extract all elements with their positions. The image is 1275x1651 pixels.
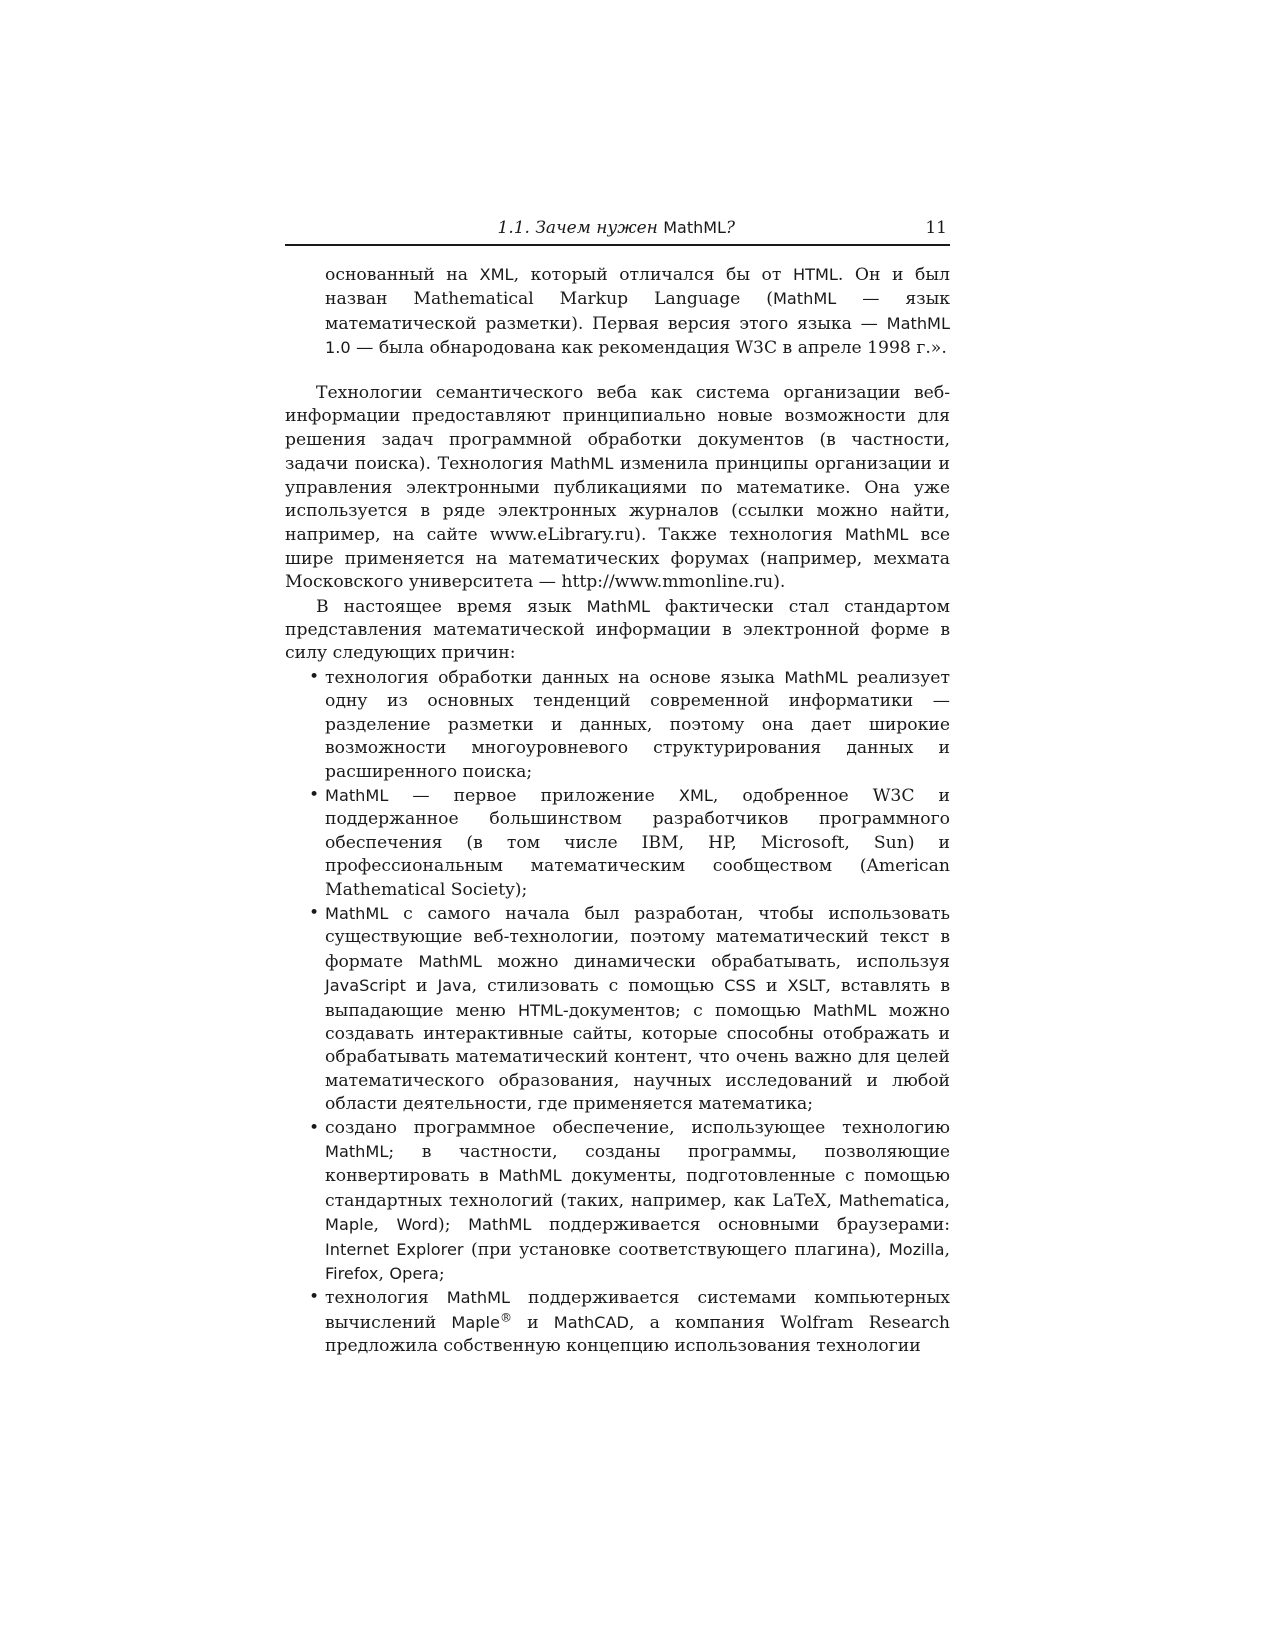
list-item: • технология MathML поддерживается системами компьютерных вычислений Maple® и MathCAD, а компания Wolfram Research предложила собственную концепцию использования технологии: [285, 1286, 950, 1358]
section-title: 1.1. Зачем нужен MathML?: [497, 218, 735, 238]
main-text: [285, 382, 950, 1359]
code-term: MathML: [663, 218, 726, 237]
registered-mark: ®: [499, 1310, 512, 1325]
list-item: • MathML с самого начала был разработан, чтобы использовать существующие веб-технологии, поэтому математический текст в формате MathML можно динамически обрабатывать, используя JavaScript и Java, стилизовать с помощью CSS и XSLT, вставлять в выпадающие меню HTML-документов; с помощью MathML можно создавать интерактивные сайты, которые способны отображать и обрабатывать математический контент, что очень важно для целей математического образования, научных исследований и любой области деятельности, где применяется математика;: [285, 902, 950, 1117]
running-head: [285, 214, 950, 246]
list-item: • технология обработки данных на основе языка MathML реализует одну из основных тенденций современной информатики — разделение разметки и данных, поэтому она дает широкие возможности многоуровневого структурирования данных и расширенного поиска;: [285, 666, 950, 784]
list-item: • создано программное обеспечение, использующее технологию MathML; в частности, созданы программы, позволяющие конвертировать в MathML документы, подготовленные с помощью стандартных технологий (таких, например, как LaTeX, Mathematica, Maple, Word); MathML поддерживается основными браузерами: Internet Explorer (при установке соответствующего плагина), Mozilla, Firefox, Opera;: [285, 1117, 950, 1287]
page-number: 11: [925, 218, 947, 238]
paragraph-standard: В настоящее время язык MathML фактически стал стандартом представления математической информации в электронной форме в силу следующих причин:: [285, 596, 950, 664]
list-item: • MathML — первое приложение XML, одобренное W3C и поддержанное большинством разработчиков программного обеспечения (в том числе IBM, HP, Microsoft, Sun) и профессиональным математическим сообществом (American Mathematical Society);: [285, 784, 950, 902]
reasons-list: [285, 666, 950, 1359]
latex-logo: LaTeX: [772, 1190, 827, 1211]
quote-block: основанный на XML, который отличался бы от HTML. Он и был назван Mathematical Markup Language (MathML — язык математической разметки). Первая версия этого языка — MathML 1.0 — была обнародована как рекомендация W3C в апреле 1998 г.».: [325, 265, 950, 359]
paragraph-semantic-web: Технологии семантического веба как система организации веб-информации предоставляют принципиально новые возможности для решения задач программной обработки документов (в частности, задачи поиска). Технология MathML изменила принципы организации и управления электронными публикациями по математике. Она уже используется в ряде электронных журналов (ссылки можно найти, например, на сайте www.eLibrary.ru). Также технология MathML все шире применяется на математических форумах (например, мехмата Московского университета — http://www.mmonline.ru).: [285, 383, 951, 593]
